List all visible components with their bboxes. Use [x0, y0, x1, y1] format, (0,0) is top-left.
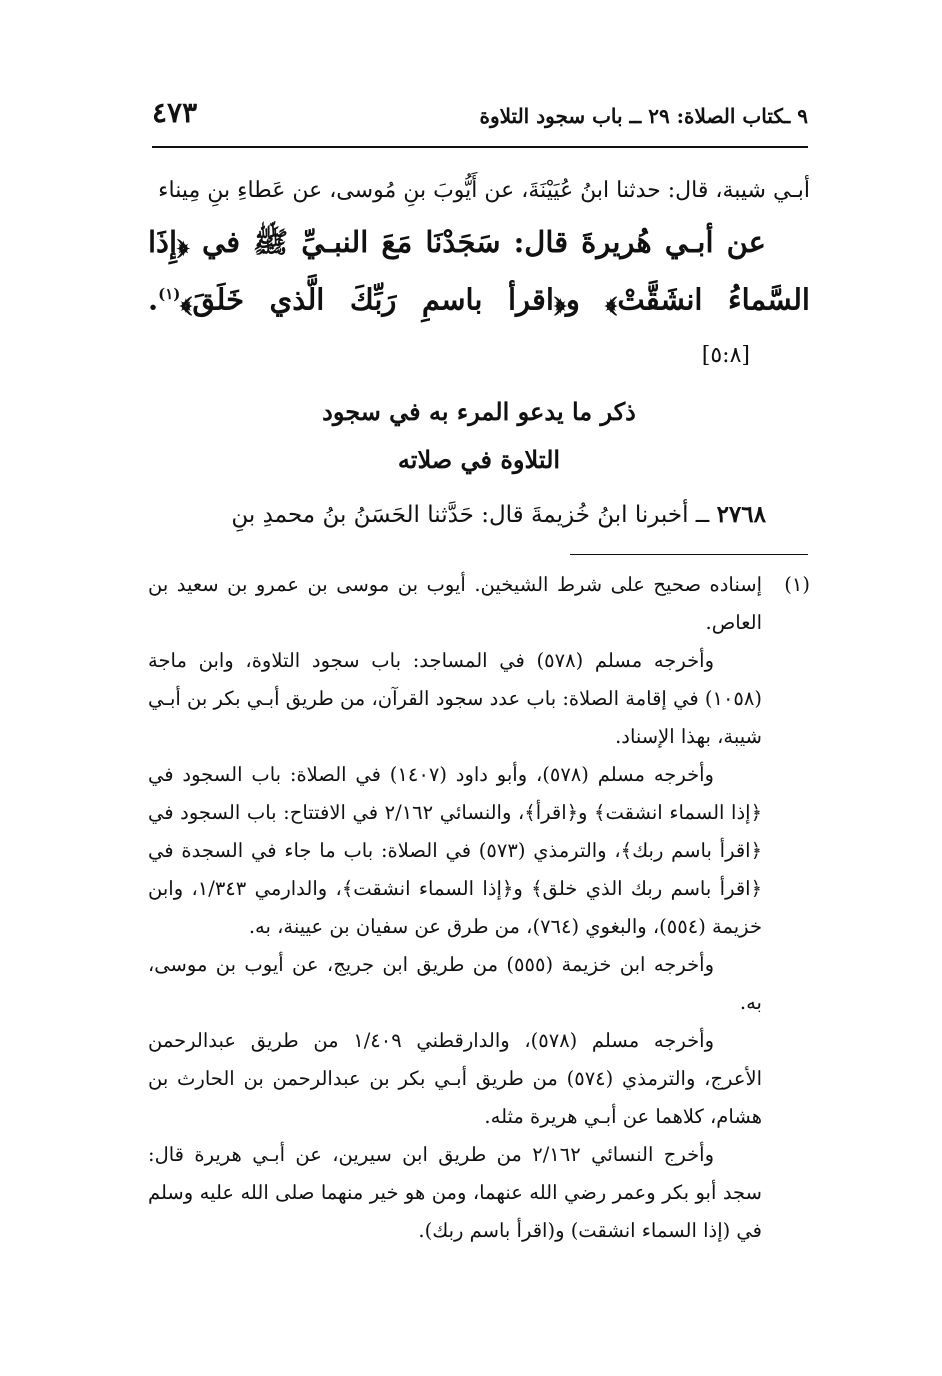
hadith-end: .: [148, 282, 159, 317]
hadith-isnad: [148, 492, 810, 538]
footnote-paragraph-3: وأخرجه مسلم (٥٧٨)، وأبو داود (١٤٠٧) في الصلاة: باب السجود في ﴿إذا السماء انشقت﴾ و﴿اقرأ﴾، والنسائي ٢/١٦٢ في الافتتاح: باب السجود في ﴿اقرأ باسم ربك﴾، والترمذي (٥٧٣) في الصلاة: باب ما جاء في السجدة في ﴿اقرأ باسم ربك الذي خلق﴾ و﴿إذا السماء انشقت﴾، والدارمي ١/٣٤٣، وابن خزيمة (٥٥٤)، والبغوي (٧٦٤)، من طرق عن سفيان بن عيينة، به.: [148, 763, 762, 938]
page-header: [152, 92, 808, 142]
footnotes: [148, 566, 810, 1250]
footnote-paragraph-6: وأخرج النسائي ٢/١٦٢ من طريق ابن سيرين، عن أبـي هريرة قال: سجد أبو بكر وعمر رضي الله عنهما، ومن هو خير منهما صلى الله عليه وسلم في (إذا السماء انشقت) و(اقرأ باسم ربك).: [148, 1143, 762, 1242]
isnad-text: ــ أخبرنا ابنُ خُزيمةَ قال: حَدَّثنا الحَسَنُ بنُ محمدِ بنِ: [231, 501, 710, 528]
footnote-paragraph-5: وأخرجه مسلم (٥٧٨)، والدارقطني ١/٤٠٩ من طريق عبدالرحمن الأعرج، والترمذي (٥٧٤) من طريق أبـي بكر بن عبدالرحمن بن الحارث بن هشام، كلاهما عن أبـي هريرة مثله.: [148, 1029, 762, 1128]
page-number: ٤٧٣: [152, 96, 198, 129]
running-head: ٩ ـكتاب الصلاة: ٢٩ ــ باب سجود التلاوة: [479, 104, 808, 128]
footnote-paragraph-2: وأخرجه مسلم (٥٧٨) في المساجد: باب سجود التلاوة، وابن ماجة (١٠٥٨) في إقامة الصلاة: باب عدد سجود القرآن، من طريق أبـي بكر بن أبـي شيبة، بهذا الإسناد.: [148, 649, 762, 748]
section-title-line-2: التلاوة في صلاته: [397, 444, 561, 474]
hadith-text-block: [148, 216, 810, 382]
footnote-marker: (١): [784, 573, 810, 596]
section-title-line-1: ذكر ما يدعو المرء به في سجود: [322, 396, 636, 426]
section-title: [148, 388, 810, 484]
footnote-1-text: إسناده صحيح على شرط الشيخين. أيوب بن موسى بن عمرو بن سعيد بن العاص.: [148, 573, 762, 634]
main-text: [148, 168, 810, 538]
hadith-text: عن أبـي هُريرةَ قال: سَجَدْنَا مَعَ النبـيِّ ﷺ في ﴿إِذَا السَّماءُ انشَقَّتْ﴾ و﴿اقرأ باسمِ رَبِّكَ الَّذي خَلَقَ﴾: [148, 225, 810, 317]
hadith-reference: [٥:٨]: [701, 342, 750, 368]
footnote-paragraph-4: وأخرجه ابن خزيمة (٥٥٥) من طريق ابن جريج، عن أيوب بن موسى، به.: [148, 953, 762, 1014]
footnote-reference: (١): [158, 285, 181, 303]
header-rule: [152, 146, 808, 148]
footnote-1: [148, 566, 810, 642]
isnad-continuation: أبـي شيبة، قال: حدثنا ابنُ عُيَيْنَةَ، عن أَيُّوبَ بنِ مُوسى، عن عَطاءِ بنِ مِيناء: [158, 178, 810, 203]
hadith-number: ٢٧٦٨: [716, 500, 766, 528]
footnote-separator: [570, 554, 808, 555]
